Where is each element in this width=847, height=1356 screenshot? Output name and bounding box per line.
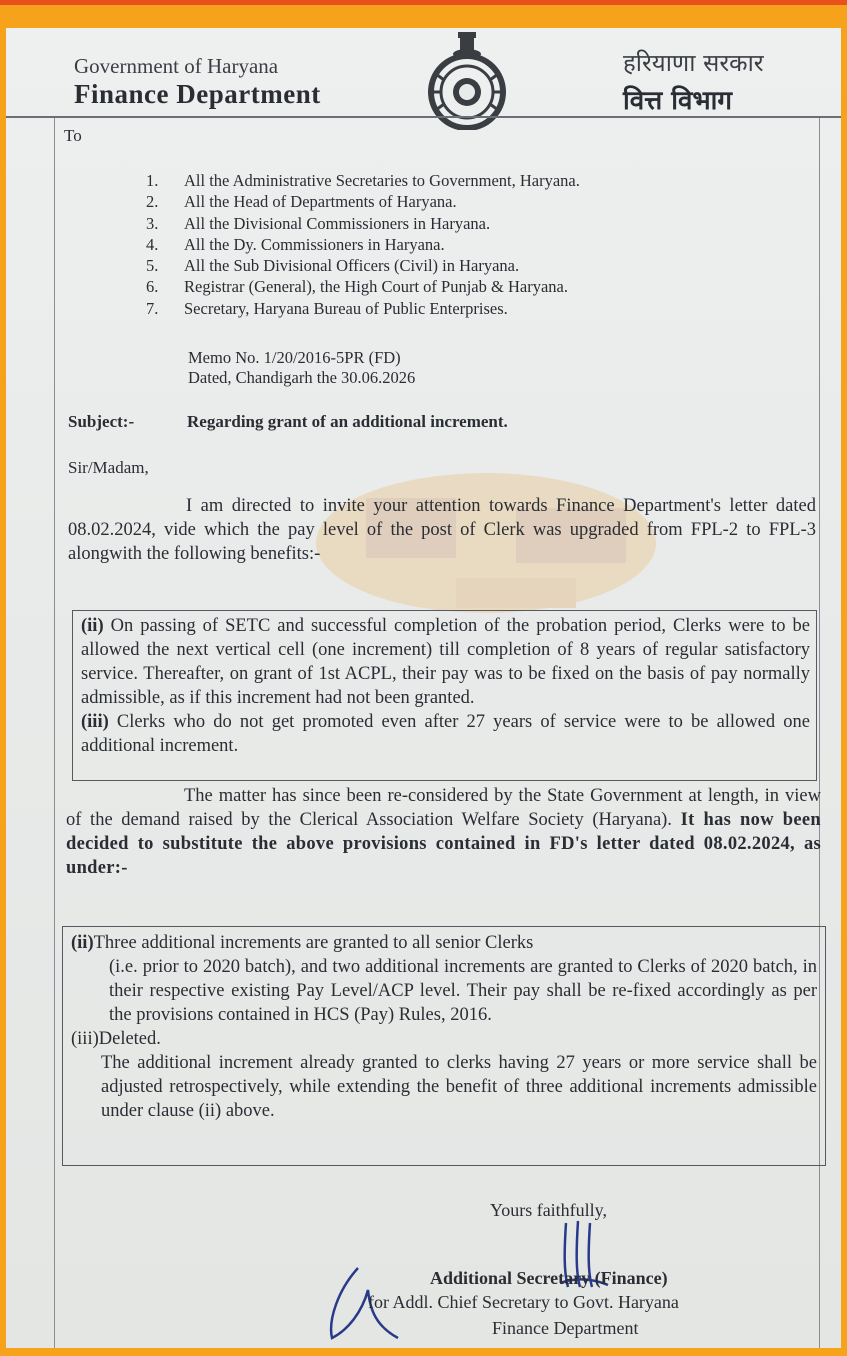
list-item [146,191,580,212]
salutation: Sir/Madam, [68,458,149,477]
header-department: Finance Department [74,79,321,109]
list-number: 2. [146,192,159,212]
header-government: Government of Haryana [74,54,279,78]
memo-number: Memo No. 1/20/2016-5PR (FD) [188,348,401,367]
clause-text: Clerks who do not get promoted even after 27 years of service were to be allowed one additional increment. [81,712,810,756]
list-text: All the Dy. Commissioners in Haryana. [184,234,445,254]
header-hindi [623,46,764,117]
list-text: All the Divisional Commissioners in Haryana. [184,213,491,233]
list-number: 6. [146,277,159,297]
list-text: Secretary, Haryana Bureau of Public Enterprises. [184,298,508,318]
signatory-for-line: for Addl. Chief Secretary to Govt. Haryana [368,1292,679,1312]
letter-document [6,28,841,1348]
clause-label: (ii) [81,616,104,636]
list-text: All the Sub Divisional Officers (Civil) in Haryana. [184,256,520,276]
list-text: All the Head of Departments of Haryana. [184,192,457,212]
new-provisions-box [62,926,826,1166]
previous-provisions-box [72,610,817,781]
clause-ii-new [71,931,817,955]
clause-first-line: Three additional increments are granted to all senior Clerks [93,933,534,953]
signatory-designation: Additional Secretary (Finance) [430,1268,668,1288]
clause-ii-old [81,614,810,710]
subject-text: Regarding grant of an additional increment. [187,412,508,431]
list-item [146,276,580,297]
list-text: All the Administrative Secretaries to Government, Haryana. [184,171,580,190]
clause-label: (iii) [71,1029,99,1049]
paragraph-decision [66,784,821,880]
decision-text: The matter has since been re-considered by the State Government at length, in view of the demand raised by the Clerical Association Welfare Society (Haryana). [66,786,821,830]
clause-text: On passing of SETC and successful completion of the probation period, Clerks were to be allowed the next vertical cell (one increment) till completion of 8 years of regular satisfactory service. Thereafter, on grant of 1st ACPL, their pay was to be fixed on the basis of pay normally admissible, as if this increment had not been granted. [81,616,810,708]
clause-ii-new-rest: (i.e. prior to 2020 batch), and two additional increments are granted to Clerks of 2020 batch, in their respective existing Pay Level/ACP level. Their pay shall be re-fixed accordingly as per the provisions contained in HCS (Pay) Rules, 2016. [109,957,817,1025]
header-divider [6,116,841,118]
list-item [146,213,580,234]
list-item [146,170,580,191]
decision-bold-text: It has now been decided to substitute the above provisions contained in FD's letter dated 08.02.2024, as under:- [66,810,821,878]
header-government-hindi: हरियाणा सरकार [623,49,764,77]
closing-yours: Yours faithfully, [490,1200,608,1220]
signatory-department: Finance Department [492,1318,639,1338]
list-number: 7. [146,298,159,318]
left-margin-line [54,118,55,1348]
list-item [146,255,580,276]
top-accent-bar [0,0,847,5]
list-number: 3. [146,213,159,233]
list-item [146,298,580,319]
clause-iii-note: The additional increment already granted to clerks having 27 years or more service shall be adjusted retrospectively, while extending the benefit of three additional increments admissible under clause (ii) above. [101,1053,817,1121]
memo-block [188,348,415,388]
to-label: To [64,126,82,145]
list-number: 5. [146,256,159,276]
clause-label: (iii) [81,712,109,732]
header-department-hindi: वित्त विभाग [623,86,733,116]
list-number: 1. [146,171,159,190]
header-english [74,54,321,110]
paragraph-intro: I am directed to invite your attention towards Finance Department's letter dated 08.02.2024, vide which the pay level of the post of Clerk was upgraded from FPL-2 to FPL-3 alongwith the following benefits:- [68,496,816,564]
subject-label: Subject:- [68,412,135,431]
clause-label: (ii) [71,933,94,953]
list-number: 4. [146,234,159,254]
addressee-list [146,170,580,319]
clause-text: Deleted. [98,1029,161,1049]
clause-iii-old [81,710,810,758]
haryana-emblem-icon [422,30,512,130]
list-item [146,234,580,255]
list-text: Registrar (General), the High Court of Punjab & Haryana. [184,277,568,297]
memo-date: Dated, Chandigarh the 30.06.2026 [188,368,416,387]
clause-iii-new [71,1027,817,1051]
subject-line [68,412,508,432]
